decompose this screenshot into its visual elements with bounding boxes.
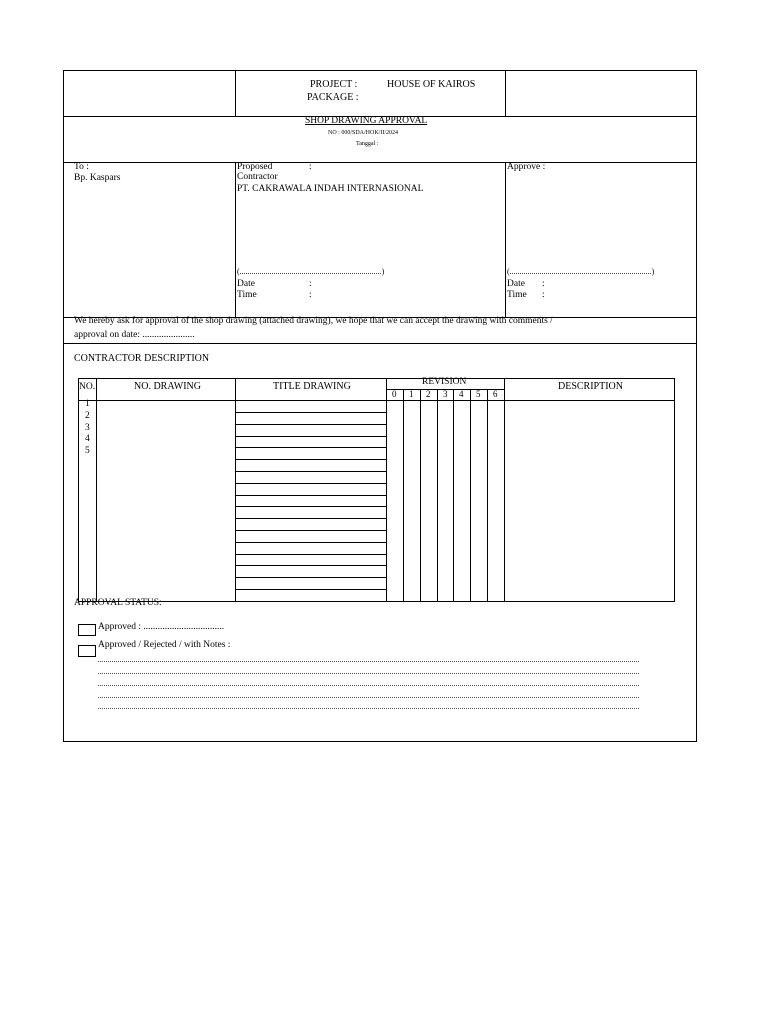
to-label: To : (74, 162, 89, 172)
proposed-time-colon: : (309, 290, 312, 300)
revision-number: 2 (426, 389, 431, 399)
revision-col-divider (470, 389, 471, 602)
revision-col-divider (420, 389, 421, 602)
revision-number: 6 (493, 389, 498, 399)
title-row-line (235, 424, 386, 425)
revision-number: 5 (476, 389, 481, 399)
approve-date-label: Date (507, 279, 525, 289)
request-bottom-line (63, 343, 697, 344)
title-row-line (235, 412, 386, 413)
revision-number: 0 (392, 389, 397, 399)
title-row-line (235, 542, 386, 543)
title-row-line (235, 589, 386, 590)
project-label: PROJECT : (310, 79, 358, 90)
header-title-drawing: TITLE DRAWING (273, 381, 351, 392)
revision-number: 3 (443, 389, 448, 399)
title-row-line (235, 483, 386, 484)
revision-number: 4 (459, 389, 464, 399)
revision-col-divider (487, 389, 488, 602)
form-number: NO : 000/SDA/HOK/II/2024 (328, 130, 398, 136)
title-row-line (235, 447, 386, 448)
row-number: 4 (85, 434, 90, 445)
approve-date-colon: : (542, 279, 545, 289)
notes-line-3[interactable] (98, 685, 639, 686)
to-name: Bp. Kaspars (74, 173, 121, 183)
title-row-line (235, 554, 386, 555)
contractor-description-heading: CONTRACTOR DESCRIPTION (74, 353, 210, 364)
proposed-date-colon: : (309, 279, 312, 289)
package-label: PACKAGE : (307, 92, 359, 103)
approval-status-label: APPROVAL STATUS: (74, 598, 162, 608)
revision-col-divider (437, 389, 438, 602)
title-row-line (235, 436, 386, 437)
notes-line-4[interactable] (98, 697, 639, 698)
proposed-colon: : (309, 162, 312, 172)
form-title: SHOP DRAWING APPROVAL (305, 116, 428, 126)
title-row-line (235, 530, 386, 531)
col-no-divider (96, 378, 97, 602)
title-bottom-line (63, 162, 697, 163)
parties-divider-left (235, 162, 236, 317)
contractor-company: PT. CAKRAWALA INDAH INTERNASIONAL (237, 184, 424, 194)
tanggal-label: Tanggal : (356, 141, 379, 147)
notes-line-2[interactable] (98, 673, 639, 674)
header-no: NO. (79, 382, 96, 392)
approve-signature: (.......................................................................) (507, 267, 655, 276)
approve-time-colon: : (542, 290, 545, 300)
proposed-date-label: Date (237, 279, 255, 289)
row-number: 3 (85, 422, 90, 433)
title-row-line (235, 565, 386, 566)
revision-number: 1 (409, 389, 414, 399)
rejected-option-label: Approved / Rejected / with Notes : (98, 640, 231, 650)
revision-col-divider (453, 389, 454, 602)
title-row-line (235, 518, 386, 519)
header-divider-left (235, 70, 236, 116)
proposed-signature: (.......................................................................) (237, 267, 385, 276)
notes-line-5[interactable] (98, 708, 639, 709)
approve-label: Approve : (507, 162, 546, 172)
approve-time-label: Time (507, 290, 527, 300)
header-revision: REVISION (422, 377, 467, 387)
parties-divider-right (505, 162, 506, 317)
request-text-line2: approval on date: ...................... (74, 330, 195, 340)
proposed-time-label: Time (237, 290, 257, 300)
title-row-line (235, 471, 386, 472)
row-number: 1 (85, 399, 90, 409)
contractor-label: Contractor (237, 172, 278, 182)
title-row-line (235, 495, 386, 496)
proposed-label: Proposed (237, 162, 273, 172)
table-header-line (78, 400, 675, 401)
project-value: HOUSE OF KAIROS (387, 79, 476, 90)
row-number: 5 (85, 446, 90, 457)
request-text-line1: We hereby ask for approval of the shop drawing (attached drawing), we hope that we can accept the drawing with comments / (74, 316, 553, 326)
header-description: DESCRIPTION (558, 381, 624, 392)
header-no-drawing: NO. DRAWING (134, 381, 201, 392)
approved-option-label: Approved : .................................. (98, 622, 225, 632)
rejected-checkbox[interactable] (78, 645, 96, 657)
col-revision-divider (504, 378, 505, 602)
notes-line-1[interactable] (98, 661, 639, 662)
title-row-line (235, 459, 386, 460)
row-number: 2 (85, 410, 90, 421)
title-row-line (235, 577, 386, 578)
col-title-divider (386, 378, 387, 602)
header-divider-right (505, 70, 506, 116)
title-row-line (235, 506, 386, 507)
approved-checkbox[interactable] (78, 624, 96, 636)
revision-col-divider (403, 389, 404, 602)
